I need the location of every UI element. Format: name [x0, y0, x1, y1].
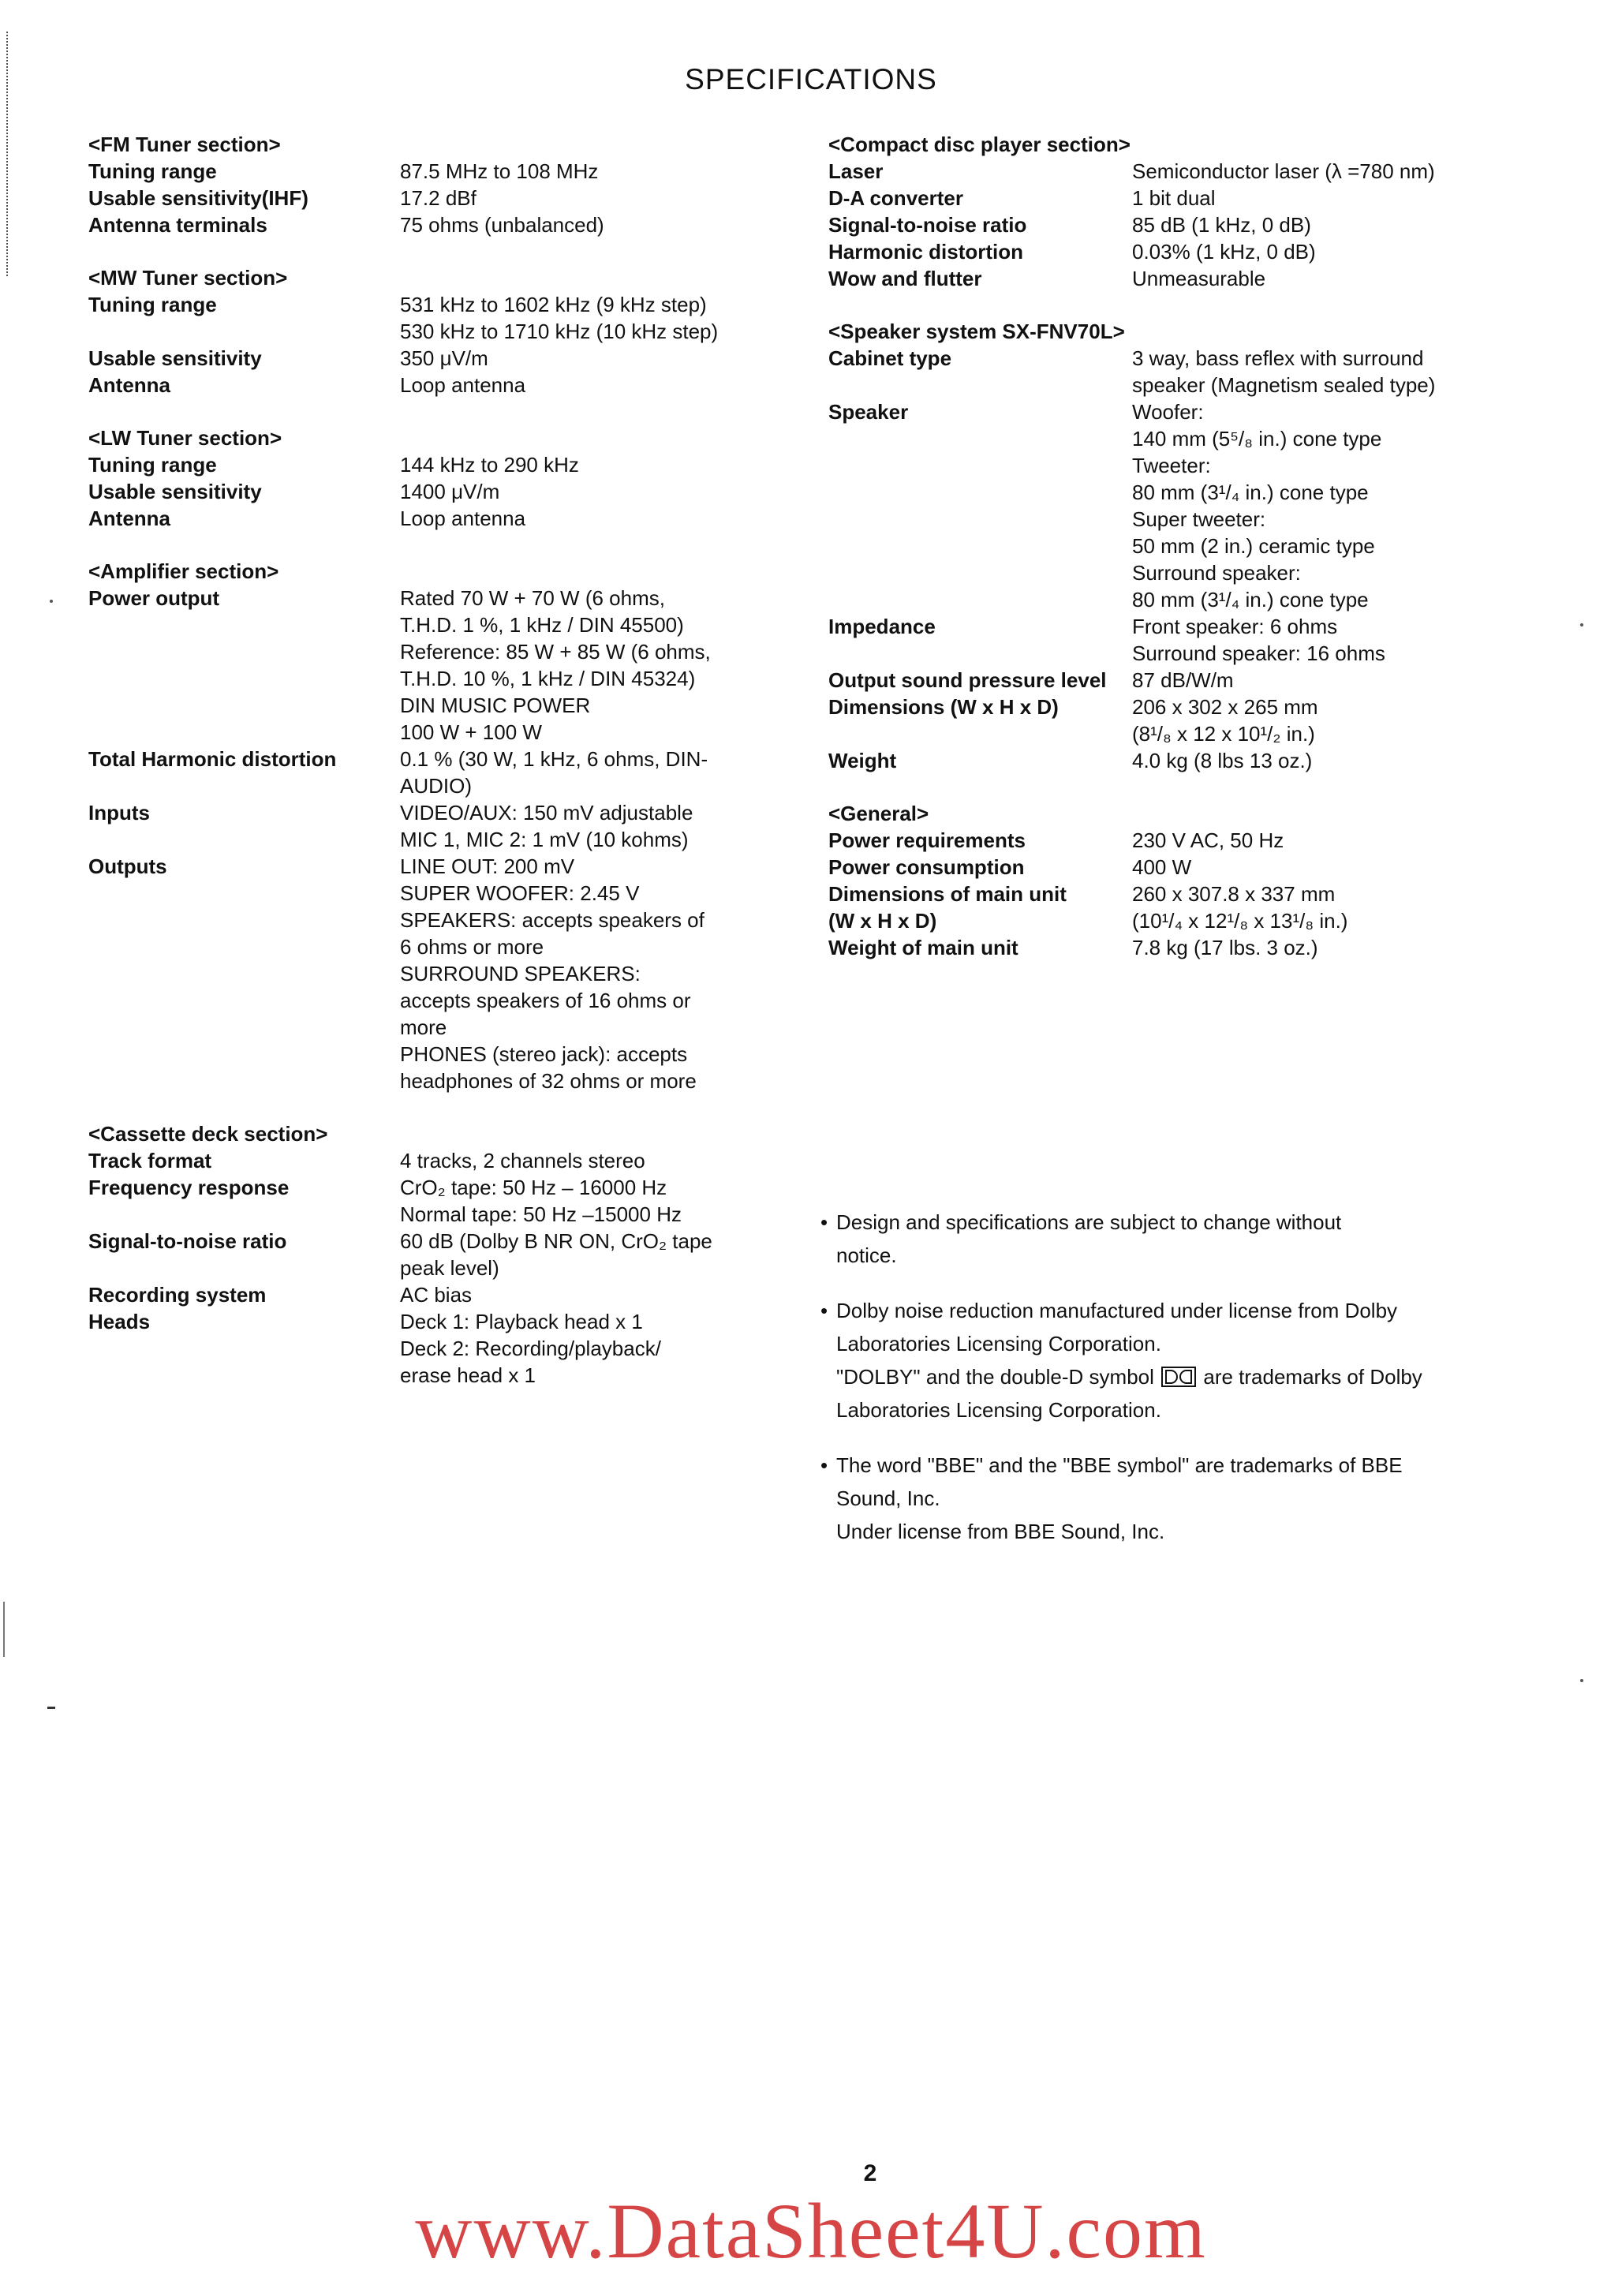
note-line: Sound, Inc. [836, 1486, 940, 1510]
spec-value-line: Deck 2: Recording/playback/ [400, 1337, 661, 1360]
spec-row [828, 881, 1578, 907]
spec-row [828, 345, 1578, 398]
note-line: The word "BBE" and the "BBE symbol" are trademarks of BBE [836, 1453, 1403, 1477]
spec-label: Signal-to-noise ratio [828, 213, 1027, 237]
spec-value-line: Surround speaker: 16 ohms [1132, 641, 1385, 665]
spec-section [88, 1120, 767, 1389]
spec-row [88, 1228, 767, 1281]
spec-value-line: SUPER WOOFER: 2.45 V [400, 881, 640, 905]
spec-row [828, 398, 1578, 613]
spec-label: Usable sensitivity [88, 346, 262, 370]
spec-row [88, 372, 767, 398]
spec-value-line: Tweeter: [1132, 454, 1211, 477]
spec-value-line: 7.8 kg (17 lbs. 3 oz.) [1132, 936, 1318, 959]
spec-label: Weight [828, 749, 897, 772]
spec-value-line: accepts speakers of 16 ohms or [400, 989, 691, 1012]
spec-row [828, 747, 1578, 774]
dolby-double-d-icon [1161, 1367, 1196, 1387]
spec-label: Power consumption [828, 855, 1025, 879]
spec-label: Wow and flutter [828, 267, 982, 290]
spec-label: Frequency response [88, 1176, 290, 1199]
spec-label: Usable sensitivity [88, 480, 262, 503]
spec-label: Total Harmonic distortion [88, 747, 337, 771]
spec-section [828, 131, 1578, 292]
spec-value [400, 505, 767, 532]
spec-value-line: 0.1 % (30 W, 1 kHz, 6 ohms, DIN- [400, 747, 708, 771]
spec-row [88, 853, 767, 1094]
spec-label: Dimensions (W x H x D) [828, 695, 1059, 719]
spec-value-line: 60 dB (Dolby B NR ON, CrO₂ tape [400, 1229, 712, 1253]
spec-value-line: 75 ohms (unbalanced) [400, 213, 604, 237]
spec-row [88, 1174, 767, 1228]
spec-value-line: 17.2 dBf [400, 186, 477, 210]
spec-value [400, 158, 767, 185]
spec-row [828, 265, 1578, 292]
spec-label: Power output [88, 586, 220, 610]
spec-value-line: 144 kHz to 290 kHz [400, 453, 579, 477]
spec-value-line: 0.03% (1 kHz, 0 dB) [1132, 240, 1316, 264]
note-text: "DOLBY" and the double-D symbol [836, 1365, 1154, 1389]
spec-value [400, 799, 767, 853]
spec-label: Tuning range [88, 453, 217, 477]
bullet: • [820, 1210, 828, 1234]
spec-value-line: 85 dB (1 kHz, 0 dB) [1132, 213, 1311, 237]
spec-label: Antenna [88, 373, 170, 397]
section-heading: <LW Tuner section> [88, 426, 282, 450]
spec-label: Harmonic distortion [828, 240, 1024, 264]
spec-section [88, 264, 767, 398]
note-item [820, 1294, 1530, 1427]
spec-row [828, 238, 1578, 265]
spec-section [88, 131, 767, 238]
spec-value [400, 211, 767, 238]
spec-row [88, 185, 767, 211]
spec-value [1132, 827, 1578, 854]
section-heading: <Speaker system SX-FNV70L> [828, 320, 1125, 343]
spec-section [828, 318, 1578, 774]
section-heading: <Amplifier section> [88, 559, 279, 583]
spec-value-line: 80 mm (3¹/₄ in.) cone type [1132, 588, 1369, 611]
spec-value-line: Woofer: [1132, 400, 1204, 424]
spec-value [400, 345, 767, 372]
spec-value-line: 530 kHz to 1710 kHz (10 kHz step) [400, 320, 719, 343]
spec-value [1132, 934, 1578, 961]
spec-value-line: Front speaker: 6 ohms [1132, 615, 1338, 638]
spec-value [1132, 211, 1578, 238]
note-line: notice. [836, 1243, 897, 1267]
spec-label: Dimensions of main unit [828, 882, 1067, 906]
spec-label: Output sound pressure level [828, 668, 1107, 692]
spec-row [88, 1147, 767, 1174]
spec-value-line: PHONES (stereo jack): accepts [400, 1042, 688, 1066]
spec-value [400, 451, 767, 478]
spec-value-line: 230 V AC, 50 Hz [1132, 828, 1284, 852]
spec-value [400, 372, 767, 398]
note-line: Laboratories Licensing Corporation. [836, 1332, 1161, 1356]
spec-label: D-A converter [828, 186, 963, 210]
spec-row [88, 291, 767, 345]
spec-value-line: peak level) [400, 1256, 499, 1280]
spec-value-line: VIDEO/AUX: 150 mV adjustable [400, 801, 693, 825]
spec-label: Signal-to-noise ratio [88, 1229, 287, 1253]
spec-section [88, 424, 767, 532]
spec-value [400, 185, 767, 211]
spec-value-line: 100 W + 100 W [400, 720, 542, 744]
spec-label: Usable sensitivity(IHF) [88, 186, 308, 210]
scan-edge-line [3, 1602, 5, 1657]
note-item [820, 1449, 1530, 1548]
spec-label: Antenna terminals [88, 213, 267, 237]
spec-value-line: 50 mm (2 in.) ceramic type [1132, 534, 1375, 558]
note-line: Laboratories Licensing Corporation. [836, 1398, 1161, 1422]
spec-value [1132, 398, 1578, 613]
scan-edge-dash [47, 1707, 55, 1709]
spec-label: Inputs [88, 801, 150, 825]
spec-value [1132, 158, 1578, 185]
spec-value [1132, 854, 1578, 881]
spec-value [1132, 907, 1578, 934]
spec-label: Power requirements [828, 828, 1026, 852]
spec-value-line: Rated 70 W + 70 W (6 ohms, [400, 586, 665, 610]
spec-row [88, 1308, 767, 1389]
spec-value-line: 260 x 307.8 x 337 mm [1132, 882, 1336, 906]
spec-section [88, 558, 767, 1094]
spec-value-line: 1400 μV/m [400, 480, 500, 503]
spec-value-line: MIC 1, MIC 2: 1 mV (10 kohms) [400, 828, 689, 851]
spec-value-line: erase head x 1 [400, 1363, 536, 1387]
spec-label: Cabinet type [828, 346, 952, 370]
spec-row [828, 907, 1578, 934]
spec-value-line: (8¹/₈ x 12 x 10¹/₂ in.) [1132, 722, 1315, 746]
scan-speck [1580, 623, 1583, 626]
note-line: Dolby noise reduction manufactured under license from Dolby [836, 1299, 1398, 1322]
spec-value-line: LINE OUT: 200 mV [400, 854, 575, 878]
spec-value [1132, 185, 1578, 211]
note-text: are trademarks of Dolby [1203, 1365, 1422, 1389]
spec-row [88, 211, 767, 238]
spec-row [88, 345, 767, 372]
right-spec-column [828, 131, 1578, 987]
spec-row [88, 158, 767, 185]
spec-value-line: Loop antenna [400, 373, 526, 397]
page-number: 2 [863, 2160, 877, 2186]
spec-value [400, 1228, 767, 1281]
spec-row [828, 827, 1578, 854]
spec-value-line: T.H.D. 1 %, 1 kHz / DIN 45500) [400, 613, 684, 637]
bullet: • [820, 1453, 828, 1477]
spec-value-line: 4.0 kg (8 lbs 13 oz.) [1132, 749, 1313, 772]
spec-value-line: 87.5 MHz to 108 MHz [400, 159, 599, 183]
spec-label: Speaker [828, 400, 909, 424]
spec-row [828, 667, 1578, 694]
note-item [820, 1206, 1530, 1272]
spec-value-line: 400 W [1132, 855, 1192, 879]
spec-row [88, 505, 767, 532]
spec-value-line: T.H.D. 10 %, 1 kHz / DIN 45324) [400, 667, 696, 690]
scan-speck [50, 600, 53, 603]
spec-label: (W x H x D) [828, 909, 937, 933]
spec-value [1132, 238, 1578, 265]
spec-value-line: 80 mm (3¹/₄ in.) cone type [1132, 481, 1369, 504]
spec-value-line: DIN MUSIC POWER [400, 694, 591, 717]
scan-speck [1580, 1679, 1583, 1682]
spec-value-line: AC bias [400, 1283, 473, 1307]
spec-label: Weight of main unit [828, 936, 1018, 959]
spec-value-line: Super tweeter: [1132, 507, 1266, 531]
section-heading: <General> [828, 802, 929, 825]
spec-value-line: SPEAKERS: accepts speakers of [400, 908, 704, 932]
spec-value-line: 87 dB/W/m [1132, 668, 1234, 692]
spec-value [1132, 694, 1578, 747]
spec-label: Antenna [88, 507, 170, 530]
spec-value [1132, 613, 1578, 667]
spec-value [1132, 881, 1578, 907]
spec-value-line: 350 μV/m [400, 346, 488, 370]
spec-value [400, 1308, 767, 1389]
spec-label: Heads [88, 1310, 151, 1333]
note-line: Design and specifications are subject to change without [836, 1210, 1342, 1234]
spec-value-line: (10¹/₄ x 12¹/₈ x 13¹/₈ in.) [1132, 909, 1348, 933]
spec-value [1132, 747, 1578, 774]
spec-value [1132, 667, 1578, 694]
spec-label: Laser [828, 159, 884, 183]
spec-row [88, 799, 767, 853]
spec-label: Tuning range [88, 293, 217, 316]
spec-value-line: Unmeasurable [1132, 267, 1266, 290]
spec-row [828, 613, 1578, 667]
spec-label: Recording system [88, 1283, 267, 1307]
section-heading: <Cassette deck section> [88, 1122, 328, 1146]
page-title: SPECIFICATIONS [685, 63, 937, 95]
spec-row [88, 1281, 767, 1308]
spec-row [828, 211, 1578, 238]
spec-value-line: Deck 1: Playback head x 1 [400, 1310, 643, 1333]
spec-value [400, 478, 767, 505]
spec-row [828, 934, 1578, 961]
spec-value-line: 206 x 302 x 265 mm [1132, 695, 1318, 719]
spec-value-line: headphones of 32 ohms or more [400, 1069, 697, 1093]
spec-value-line: Reference: 85 W + 85 W (6 ohms, [400, 640, 711, 664]
spec-value [400, 1147, 767, 1174]
spec-value-line: 4 tracks, 2 channels stereo [400, 1149, 645, 1172]
spec-value-line: 6 ohms or more [400, 935, 544, 959]
spec-value-line: 531 kHz to 1602 kHz (9 kHz step) [400, 293, 707, 316]
note-line: Under license from BBE Sound, Inc. [836, 1520, 1165, 1543]
bullet: • [820, 1299, 828, 1322]
spec-value-line: Normal tape: 50 Hz –15000 Hz [400, 1202, 682, 1226]
left-spec-column [88, 131, 767, 1415]
spec-label: Outputs [88, 854, 167, 878]
spec-label: Tuning range [88, 159, 217, 183]
section-heading: <MW Tuner section> [88, 266, 288, 290]
section-heading: <Compact disc player section> [828, 133, 1131, 156]
spec-value-line: 140 mm (5⁵/₈ in.) cone type [1132, 427, 1382, 451]
spec-row [88, 451, 767, 478]
spec-row [88, 478, 767, 505]
watermark-url: www.DataSheet4U.com [415, 2187, 1207, 2275]
spec-value-line: more [400, 1015, 447, 1039]
spec-row [828, 185, 1578, 211]
spec-value-line: Semiconductor laser (λ =780 nm) [1132, 159, 1435, 183]
spec-value-line: AUDIO) [400, 774, 472, 798]
spec-row [88, 585, 767, 746]
spec-row [828, 158, 1578, 185]
section-heading: <FM Tuner section> [88, 133, 281, 156]
spec-value [400, 585, 767, 746]
spec-value-line: speaker (Magnetism sealed type) [1132, 373, 1436, 397]
spec-value [400, 291, 767, 345]
spec-value [1132, 265, 1578, 292]
spec-value [400, 853, 767, 1094]
note-line [836, 1360, 1530, 1393]
spec-label: Impedance [828, 615, 936, 638]
notes-block [820, 1206, 1530, 1570]
spec-row [828, 854, 1578, 881]
spec-value-line: CrO₂ tape: 50 Hz – 16000 Hz [400, 1176, 667, 1199]
spec-label: Track format [88, 1149, 212, 1172]
spec-value-line: SURROUND SPEAKERS: [400, 962, 641, 985]
spec-row [828, 694, 1578, 747]
spec-value [400, 746, 767, 799]
spec-row [88, 746, 767, 799]
spec-value-line: Loop antenna [400, 507, 526, 530]
spec-value [1132, 345, 1578, 398]
spec-section [828, 800, 1578, 961]
spec-value-line: Surround speaker: [1132, 561, 1301, 585]
spec-value [400, 1174, 767, 1228]
spec-value-line: 3 way, bass reflex with surround [1132, 346, 1424, 370]
spec-value [400, 1281, 767, 1308]
spec-value-line: 1 bit dual [1132, 186, 1216, 210]
